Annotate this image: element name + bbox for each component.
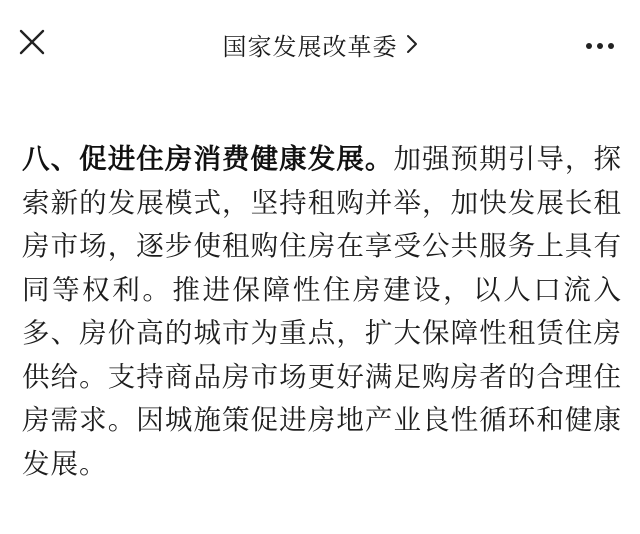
paragraph-text: 加强预期引导，探索新的发展模式，坚持租购并举，加快发展长租房市场，逐步使租购住房在享受公共服务上具有同等权利。推进保障性住房建设，以人口流入多、房价高的城市为重点，扩大保障性租赁住房供给。支持商品房市场更好满足购房者的合理住房需求。因城施策促进房地产业良性循环和健康发展。 — [22, 143, 623, 480]
navigation-bar — [0, 0, 640, 86]
page-title: 国家发展改革委 — [222, 32, 398, 61]
close-icon — [19, 29, 45, 59]
account-title-link[interactable] — [223, 27, 418, 62]
article-paragraph — [22, 138, 622, 486]
more-horizontal-icon — [585, 35, 615, 54]
section-heading: 八、促进住房消费健康发展。 — [22, 143, 394, 175]
more-options-button[interactable] — [580, 24, 620, 64]
close-button[interactable] — [12, 24, 52, 64]
chevron-right-icon — [406, 34, 418, 54]
